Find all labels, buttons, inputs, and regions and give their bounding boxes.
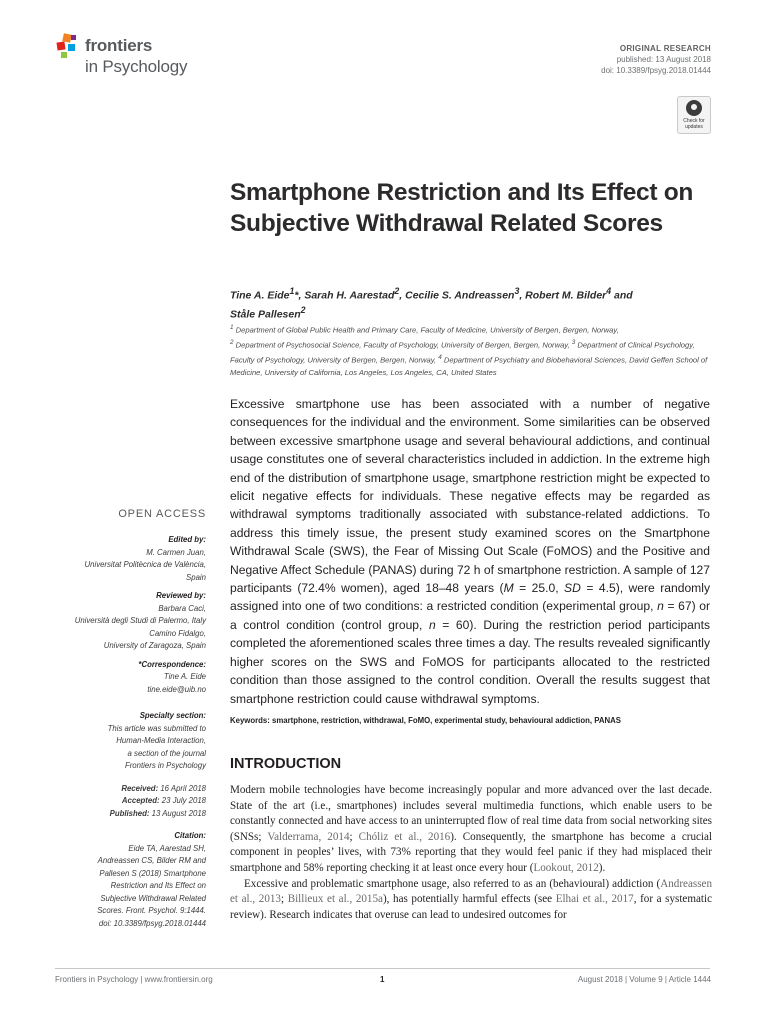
specialty-text: Frontiers in Psychology: [124, 761, 206, 770]
reviewer-affiliation: University of Zaragoza, Spain: [103, 641, 206, 650]
author-name[interactable]: Cecilie S. Andreassen: [405, 289, 515, 302]
author-name[interactable]: Ståle Pallesen: [230, 308, 301, 320]
check-updates-icon: [686, 100, 702, 116]
intro-text: ;: [280, 893, 288, 906]
published-label: Published:: [109, 808, 150, 818]
abstract-text: = 67) or a control condition (control group,: [230, 599, 710, 632]
author-name[interactable]: Robert M. Bilder: [525, 289, 607, 302]
page-number: 1: [380, 975, 385, 984]
citation-link[interactable]: Andreassen et al., 2013: [230, 877, 712, 906]
author-list: [230, 284, 700, 321]
received-label: Received:: [121, 783, 159, 793]
specialty-label: Specialty section:: [139, 711, 206, 720]
intro-text: Modern mobile technologies have become increasingly popular and more advanced over the last decade. State of the art (i.e., smartphones) includes several multimedia functions, which enable users to be constantly connected and have access to an uninterrupted flow of real time data from social networking sites (SNSs;: [230, 784, 712, 843]
check-for-updates-button[interactable]: [677, 96, 711, 134]
author-affiliation-number: 4: [606, 286, 612, 296]
author-name[interactable]: Tine A. Eide: [230, 289, 290, 302]
received-value: 16 April 2018: [158, 783, 206, 793]
affiliation-number: 2: [230, 339, 234, 347]
journal-logo[interactable]: [55, 32, 215, 82]
affiliation-text: Department of Clinical Psychology, Faculty of Psychology, University of Bergen, Bergen, Norway,: [230, 340, 695, 365]
intro-text: ;: [349, 830, 359, 843]
footer-divider: [55, 968, 710, 969]
abstract-symbol: n: [428, 617, 436, 632]
affiliation-number: 3: [571, 339, 576, 347]
abstract-symbol: SD: [564, 581, 581, 596]
citation-link[interactable]: Lookout, 2012: [533, 861, 599, 874]
abstract-symbol: M: [503, 581, 514, 596]
affiliations: [230, 322, 720, 380]
author-affiliation-number: 2: [394, 286, 400, 296]
specialty-text: Human-Media Interaction,: [116, 736, 206, 745]
edited-by-label: Edited by:: [168, 535, 206, 544]
correspondence-label: *Correspondence:: [138, 659, 206, 669]
citation-text: Eide TA, Aarestad SH,: [128, 843, 206, 853]
accepted-label: Accepted:: [121, 796, 160, 805]
citation-text: Pallesen S (2018) Smartphone: [99, 868, 206, 878]
section-heading-introduction: INTRODUCTION: [230, 756, 342, 772]
reviewer-affiliation: Università degli Studi di Palermo, Italy: [74, 616, 206, 625]
abstract-text: = 25.0,: [513, 581, 565, 596]
dates-section: [20, 783, 206, 821]
article-info-sidebar: [20, 534, 206, 936]
editor-affiliation: Spain: [186, 572, 206, 582]
author-affiliation-number: 3: [514, 286, 520, 296]
specialty-text: This article was submitted to: [107, 723, 206, 733]
correspondence-name: Tine A. Eide: [163, 672, 206, 681]
corresponding-author-mark: *: [294, 289, 299, 302]
abstract: [230, 395, 710, 708]
intro-text: Excessive and problematic smartphone usage, also referred to as an (behavioural) addiction (: [244, 877, 661, 890]
intro-text: ), has potentially harmful effects (see: [382, 893, 556, 906]
journal-name-line1: frontiers: [85, 36, 153, 55]
reviewer-name[interactable]: Barbara Caci,: [158, 603, 206, 613]
affiliation-number: 1: [230, 324, 234, 331]
citation-text: Restriction and Its Effect on: [110, 881, 206, 890]
reviewed-by-label: Reviewed by:: [156, 591, 206, 600]
author-separator: ,: [298, 289, 305, 302]
reviewer-name[interactable]: Camino Fidalgo,: [149, 628, 206, 638]
open-access-label: OPEN ACCESS: [118, 508, 206, 520]
correspondence-section: [20, 659, 206, 697]
intro-text: ). Consequently, the smartphone has become a crucial component in peoples’ lives, with 73% reporting that they would feel panic if they had misplaced their smartphone and 58% reporting checking it at least once every hour (: [230, 830, 713, 874]
citation-label: Citation:: [174, 831, 206, 840]
author-separator: ,: [519, 289, 526, 302]
published-date: [20, 808, 206, 821]
citation-text: Andreassen CS, Bilder RM and: [97, 856, 206, 865]
abstract-text: Excessive smartphone use has been associated with a number of negative consequences for the individual and the environment. Some similarities can be observed between excessive smartphone usage and several behavioural addictions, and continual usage constitutes one of several characteristics included in addiction. In the extreme high end of the distribution of smartphone usage, smartphone restriction might be expected to elicit negative effects for individuals. These negative effects may be regarded as withdrawal symptoms traditionally associated with substance-related addictions. To address this timely issue, the present study examined scores on the Smartphone Withdrawal Scale (SWS), the Fear of Missing Out Scale (FoMOS) and the Positive and Negative Affect Schedule (PANAS) during 72 h of smartphone restriction. A sample of 127 participants (72.4% women), aged 18–48 years (: [230, 397, 710, 596]
citation-section: [20, 830, 206, 930]
abstract-text: = 4.5), were randomly assigned into one of two conditions: a restricted condition (experimental group,: [230, 581, 710, 614]
author-name[interactable]: Sarah H. Aarestad: [304, 289, 395, 302]
author-separator: ,: [399, 289, 406, 302]
received-date: [20, 783, 206, 796]
author-conjunction: and: [611, 289, 633, 302]
citation-link[interactable]: Valderrama, 2014: [267, 830, 350, 843]
affiliation-number: 4: [438, 354, 442, 362]
intro-paragraph: [230, 877, 712, 924]
correspondence-email[interactable]: tine.eide@uib.no: [147, 684, 206, 694]
footer-issue-info: August 2018 | Volume 9 | Article 1444: [577, 975, 711, 984]
specialty-text: a section of the journal: [127, 748, 206, 758]
doi[interactable]: doi: 10.3389/fpsyg.2018.01444: [601, 66, 711, 75]
affiliation-text: Department of Psychosocial Science, Faculty of Psychology, University of Bergen, Bergen, Norway,: [233, 340, 570, 350]
reviewed-by-section: [20, 590, 206, 653]
introduction-body: [230, 783, 712, 923]
affiliation-text: Department of Psychiatry and Biobehavioral Sciences, David Geffen School of Medicine, University of California, Los Angeles, Los Angeles, CA, United States: [230, 355, 708, 378]
specialty-section: [20, 710, 206, 773]
article-type: ORIGINAL RESEARCH: [619, 44, 711, 53]
keywords: Keywords: smartphone, restriction, withdrawal, FoMO, experimental study, behavioural addiction, PANAS: [230, 716, 621, 725]
citation-text: Subjective Withdrawal Related: [100, 893, 206, 903]
author-affiliation-number: 1: [289, 286, 295, 296]
footer-journal-link[interactable]: Frontiers in Psychology | www.frontiersin.org: [55, 975, 213, 984]
intro-text: , for a systematic review). Research indicates that overuse can lead to undesired outcomes for: [230, 893, 712, 921]
edited-by-section: [20, 534, 206, 584]
abstract-symbol: n: [657, 599, 664, 614]
article-title: Smartphone Restriction and Its Effect on Subjective Withdrawal Related Scores: [230, 179, 694, 237]
citation-link[interactable]: Chóliz et al., 2016: [358, 830, 451, 843]
frontiers-logo-icon: [55, 32, 83, 62]
published-value: 13 August 2018: [149, 808, 206, 818]
citation-link[interactable]: Billieux et al., 2015a: [287, 893, 383, 906]
author-affiliation-number: 2: [300, 304, 306, 315]
abstract-text: = 60). During the restriction period participants completed the aforementioned scales three times a day. The results revealed significantly higher scores on the SWS and FoMOS for participants allocated to the restricted condition than those assigned to the control condition. Overall the results suggest that smartphone restriction could cause withdrawal symptoms.: [230, 617, 710, 706]
check-updates-label: Check for updates: [683, 118, 705, 130]
journal-name-line2: in Psychology: [85, 57, 188, 76]
citation-link[interactable]: Elhai et al., 2017: [555, 893, 634, 906]
editor-name[interactable]: M. Carmen Juan,: [146, 547, 206, 557]
accepted-value: 23 July 2018: [159, 796, 206, 805]
citation-text: Scores. Front. Psychol. 9:1444.: [97, 906, 206, 915]
accepted-date: [20, 795, 206, 808]
affiliation-text: Department of Global Public Health and Primary Care, Faculty of Medicine, University of Bergen, Bergen, Norway,: [233, 325, 619, 335]
intro-paragraph: [230, 783, 712, 877]
citation-doi[interactable]: doi: 10.3389/fpsyg.2018.01444: [98, 918, 206, 928]
publication-date: published: 13 August 2018: [616, 55, 711, 64]
editor-affiliation: Universitat Politècnica de València,: [84, 560, 206, 569]
intro-text: ).: [598, 861, 606, 874]
